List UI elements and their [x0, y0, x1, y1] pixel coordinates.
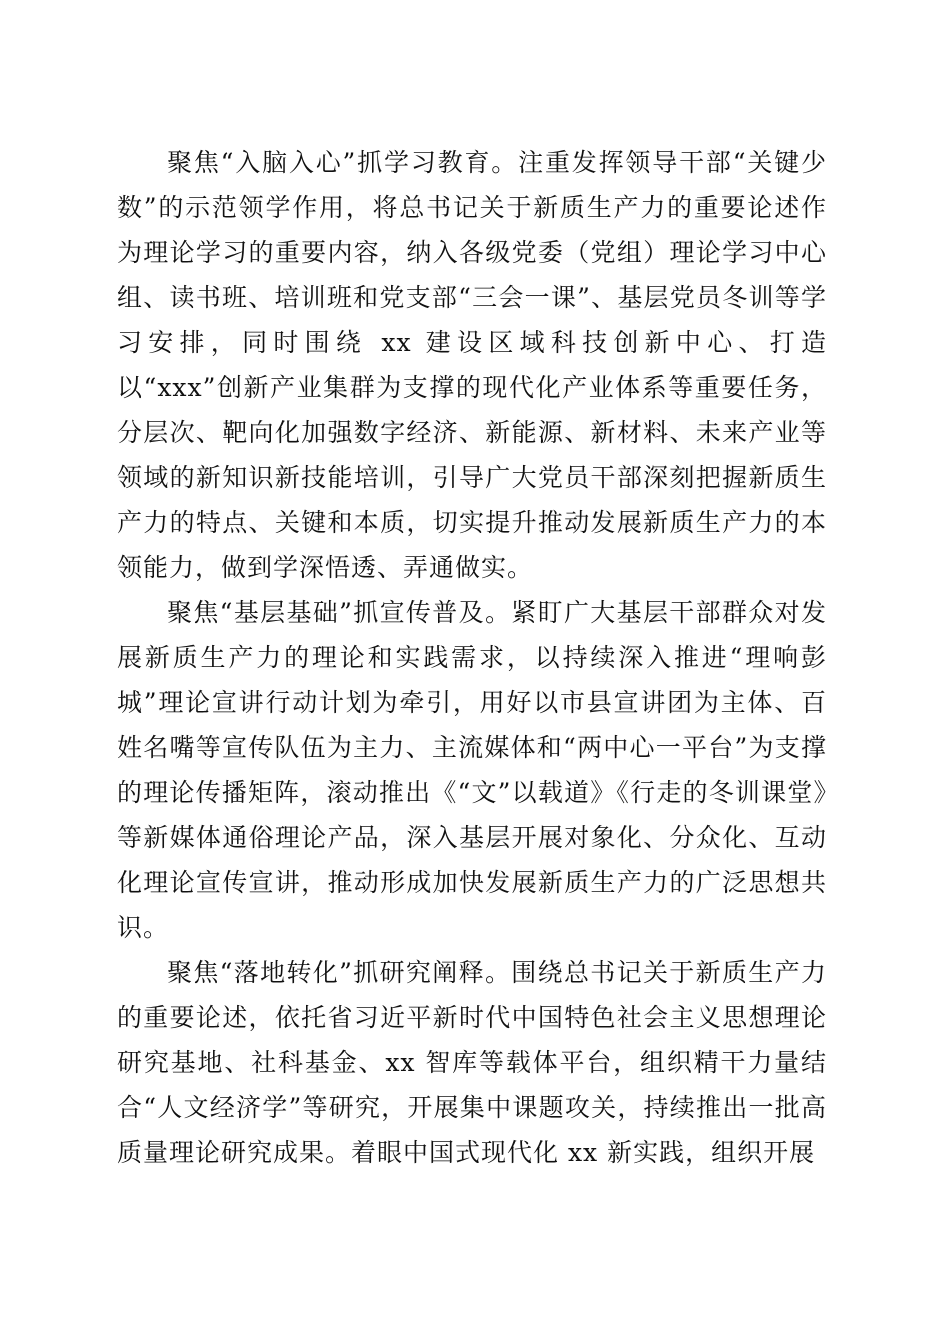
document-body — [117, 140, 827, 1175]
paragraph-publicity: 聚焦“基层基础”抓宣传普及。紧盯广大基层干部群众对发展新质生产力的理论和实践需求，以持续深入推进“理响彭城”理论宣讲行动计划为牵引，用好以市县宣讲团为主体、百姓名嘴等宣传队伍为主力、主流媒体和“两中心一平台”为支撑的理论传播矩阵，滚动推出《“文”以载道》《行走的冬训课堂》等新媒体通俗理论产品，深入基层开展对象化、分众化、互动化理论宣传宣讲，推动形成加快发展新质生产力的广泛思想共识。 — [117, 598, 827, 942]
paragraph-research: 聚焦“落地转化”抓研究阐释。围绕总书记关于新质生产力的重要论述，依托省习近平新时代中国特色社会主义思想理论研究基地、社科基金、xx 智库等载体平台，组织精干力量结合“人文经济学”等研究，开展集中课题攻关，持续推出一批高质量理论研究成果。着眼中国式现代化 xx 新实践，组织开展 — [117, 958, 827, 1167]
paragraph-study-education: 聚焦“入脑入心”抓学习教育。注重发挥领导干部“关键少数”的示范领学作用，将总书记关于新质生产力的重要论述作为理论学习的重要内容，纳入各级党委（党组）理论学习中心组、读书班、培训班和党支部“三会一课”、基层党员冬训等学习安排，同时围绕 xx 建设区域科技创新中心、打造以“xxx”创新产业集群为支撑的现代化产业体系等重要任务，分层次、靶向化加强数字经济、新能源、新材料、未来产业等领域的新知识新技能培训，引导广大党员干部深刻把握新质生产力的特点、关键和本质，切实提升推动发展新质生产力的本领能力，做到学深悟透、弄通做实。 — [117, 148, 827, 582]
